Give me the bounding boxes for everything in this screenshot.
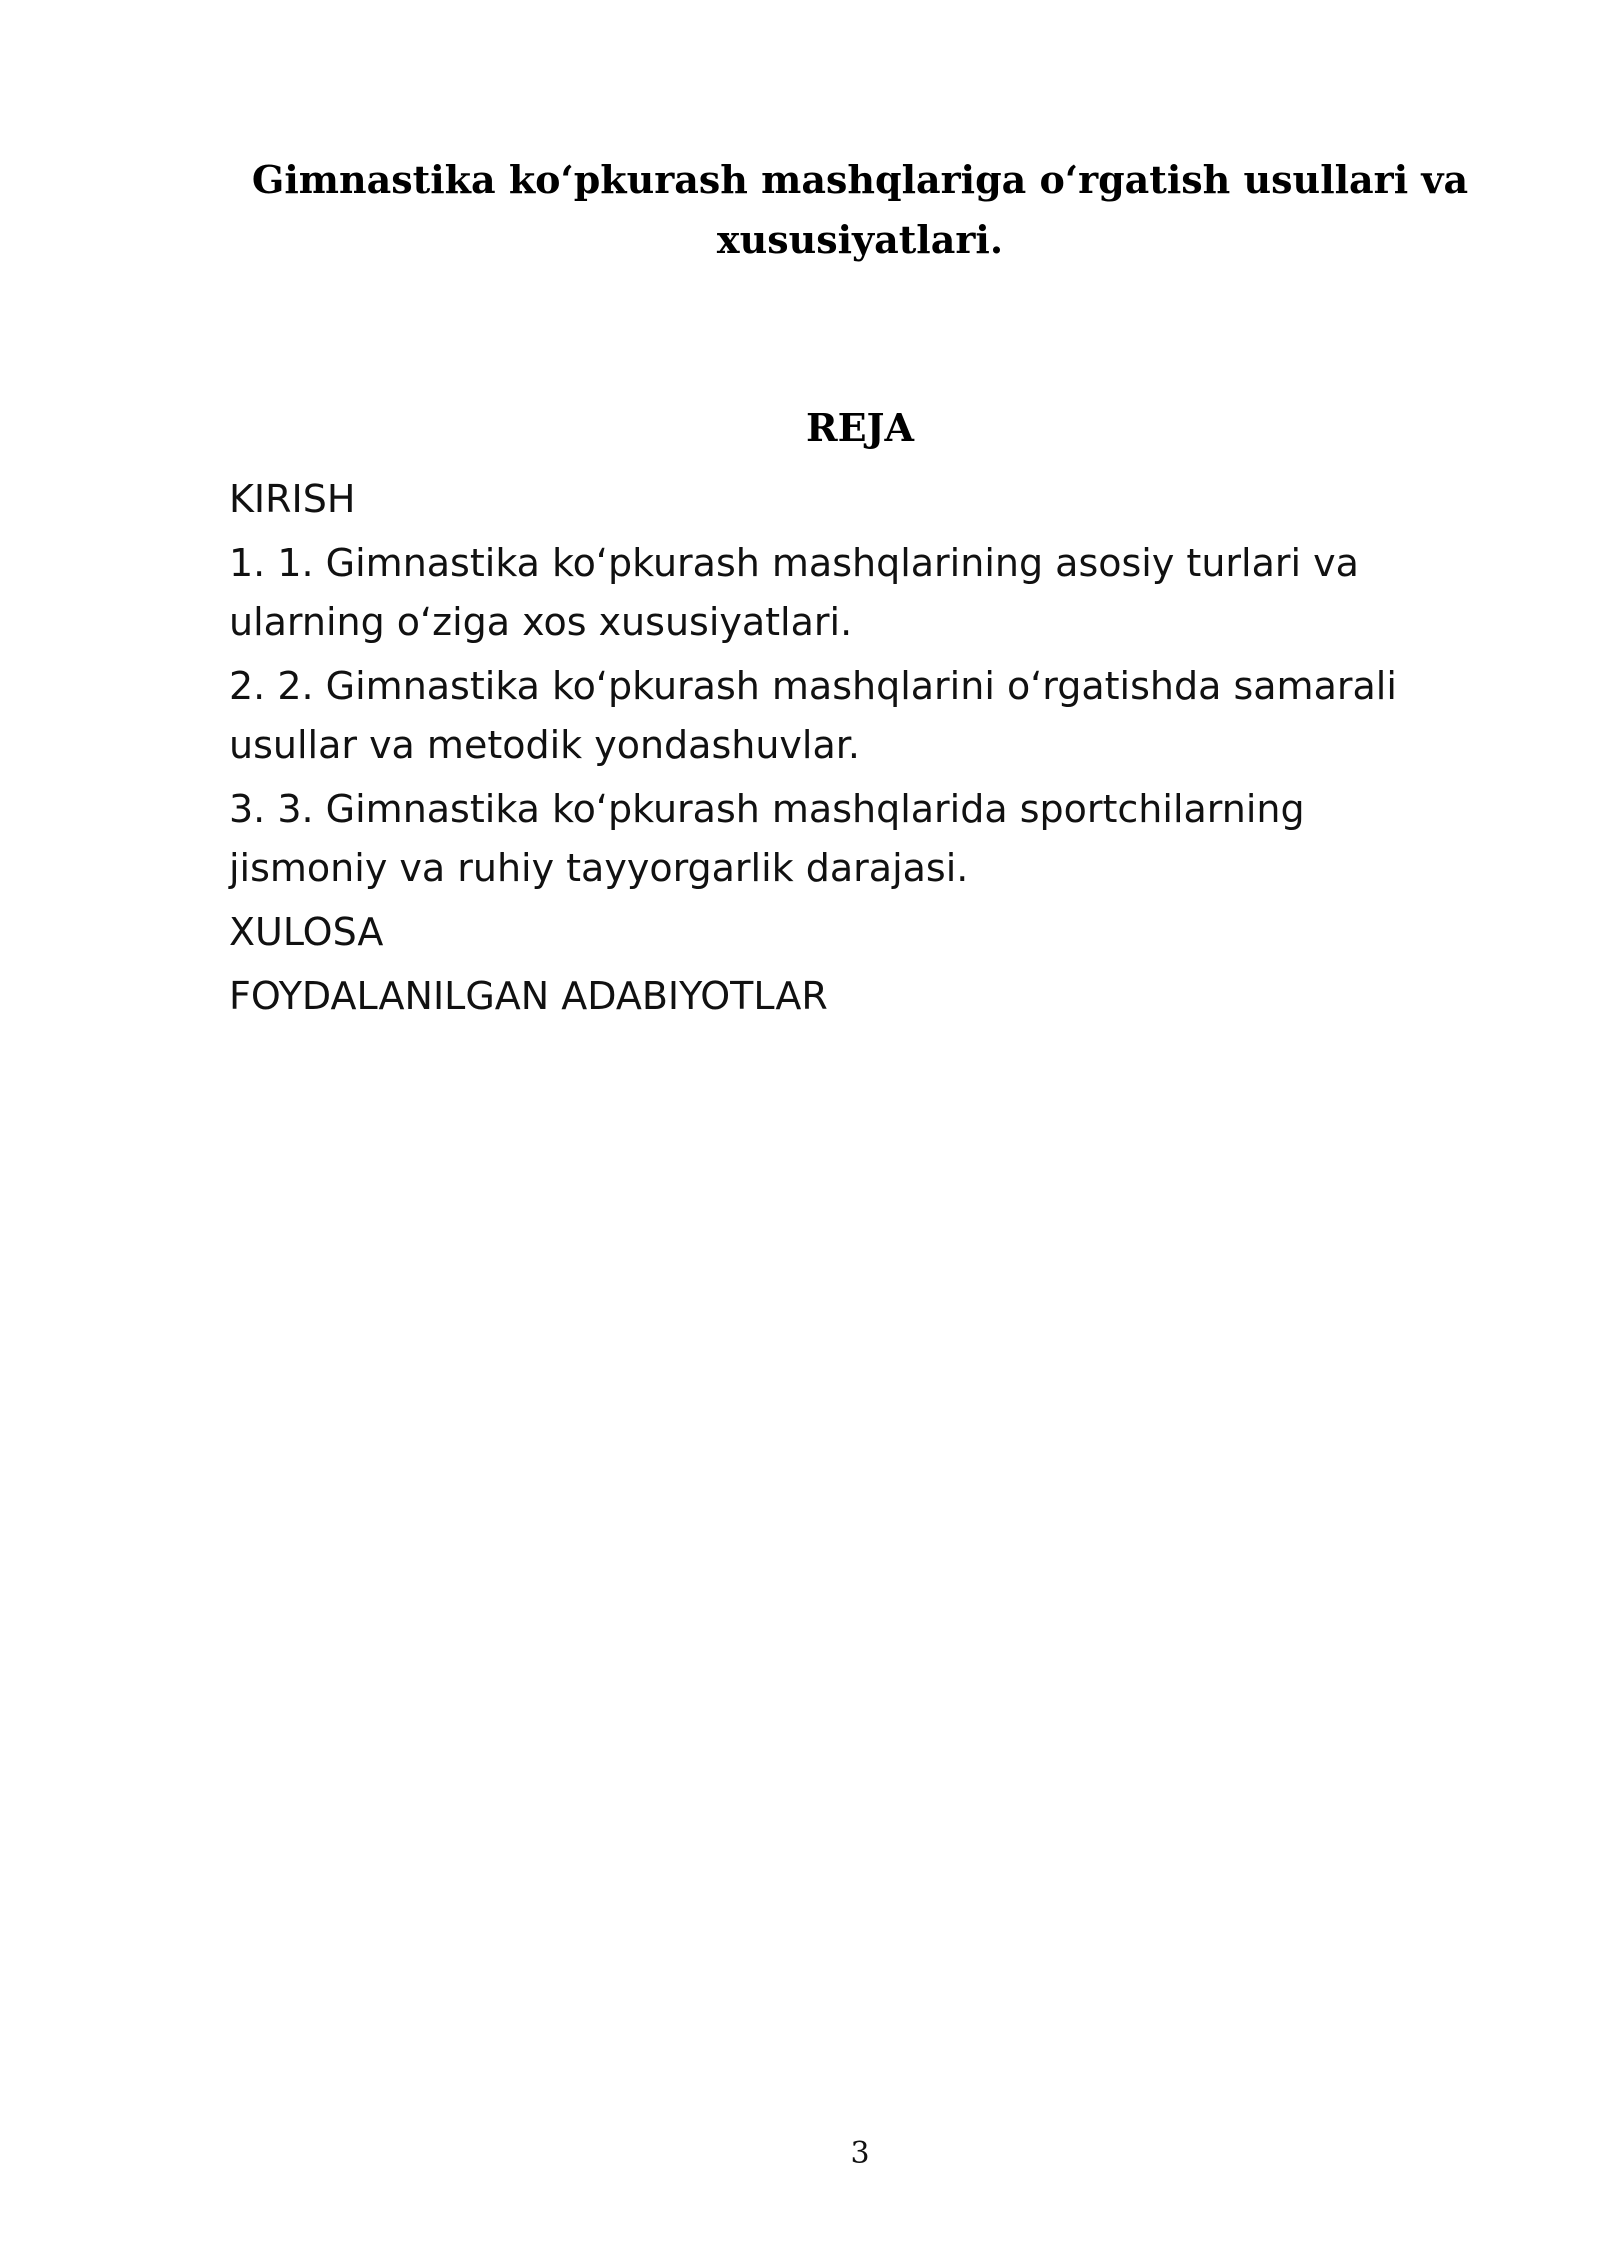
plan-list — [229, 470, 1429, 1031]
page-number: 3 — [850, 2136, 870, 2171]
plan-item-section-2 — [229, 657, 1429, 775]
plan-item-introduction — [229, 470, 1429, 529]
plan-item-conclusion — [229, 903, 1429, 962]
plan-item-section-3 — [229, 780, 1429, 898]
plan-item-line: ularning o‘ziga xos xususiyatlari. — [229, 600, 853, 644]
plan-item-line: 3. 3. Gimnastika ko‘pkurash mashqlarida sportchilarning — [229, 787, 1305, 831]
document-title-line: xususiyatlari. — [716, 217, 1004, 262]
plan-item-section-1 — [229, 534, 1429, 652]
plan-item-line: FOYDALANILGAN ADABIYOTLAR — [229, 974, 828, 1018]
plan-item-line: XULOSA — [229, 910, 384, 954]
plan-item-references — [229, 967, 1429, 1026]
plan-item-line: jismoniy va ruhiy tayyorgarlik darajasi. — [229, 846, 969, 890]
plan-heading: REJA — [805, 405, 914, 450]
plan-item-line: KIRISH — [229, 477, 356, 521]
document-title-line: Gimnastika ko‘pkurash mashqlariga o‘rgatish usullari va — [251, 157, 1469, 202]
plan-item-line: 2. 2. Gimnastika ko‘pkurash mashqlarini o‘rgatishda samarali — [229, 664, 1397, 708]
plan-item-line: usullar va metodik yondashuvlar. — [229, 723, 860, 767]
plan-item-line: 1. 1. Gimnastika ko‘pkurash mashqlarining asosiy turlari va — [229, 541, 1359, 585]
document-title — [240, 150, 1480, 270]
